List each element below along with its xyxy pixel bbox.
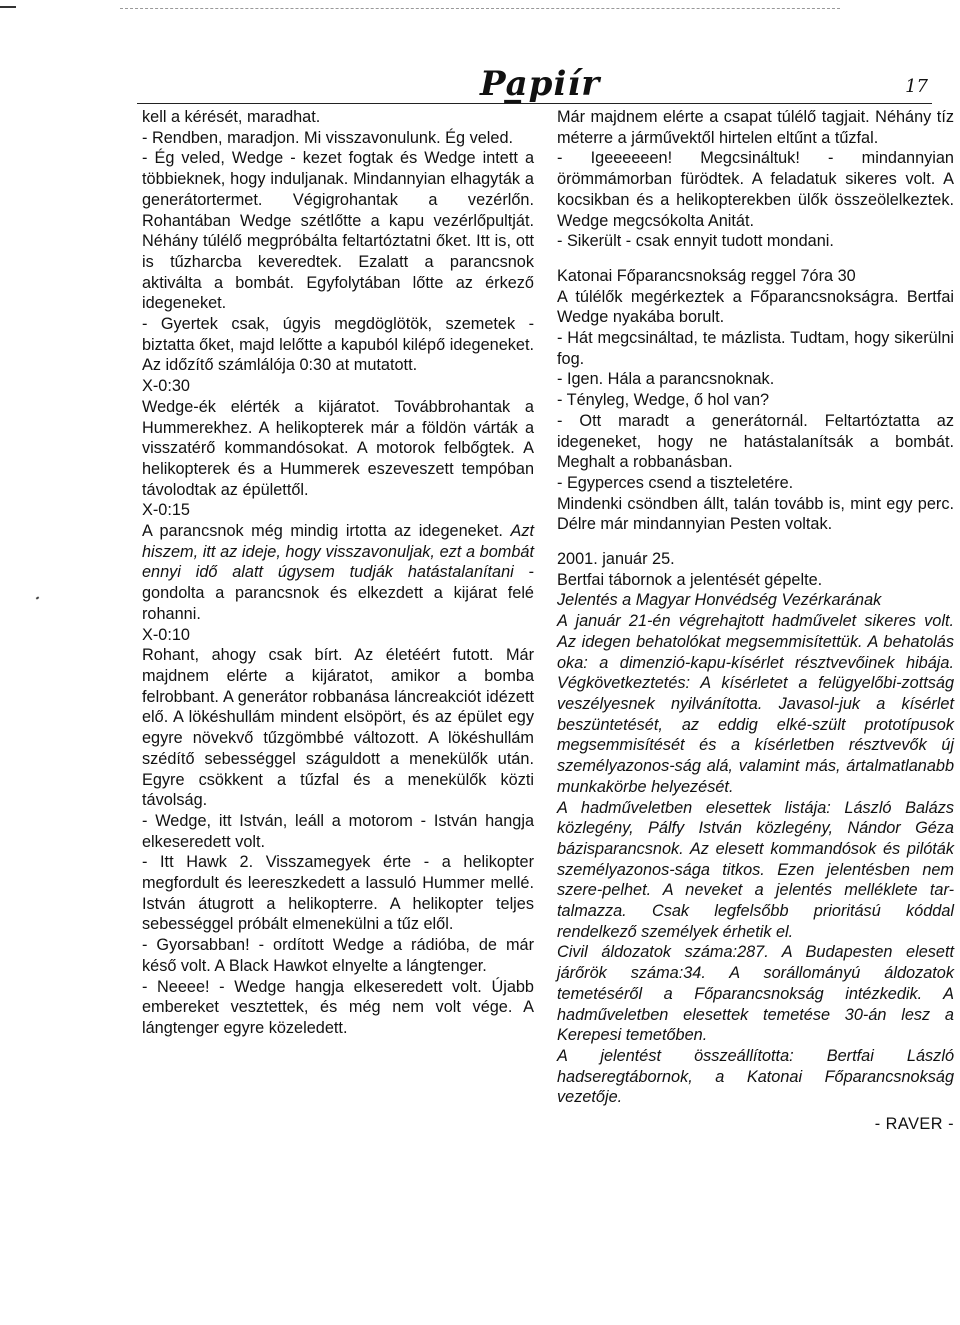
scan-speck — [36, 596, 40, 599]
author-signature: - RAVER - — [874, 1115, 954, 1134]
paragraph: - Igeeeeeen! Megcsináltuk! - mindannyian örömmámorban fürödtek. A feladatuk sikeres volt. A kocsikban és a helikopterekben ülők összeölelkeztek. Wedge megcsókolta Anitát. — [557, 149, 954, 230]
paragraph: - Ott maradt a generátornál. Feltartóztatta az idegeneket, hogy ne hatástalanítsák a bombát. Meghalt a robbanásban. — [557, 411, 954, 472]
report-paragraph: A hadműveletben elesettek listája: László Balázs közlegény, Pálfy István közlegény, Nándor Géza bázisparancsnok. Az elesett kommandósok és pilóták személyazonos-sága titkos. Ezen jelentésben nem szere-pelhet. A neveket a jelentés melléklete tar-talmazza. Csak legfelsőbb prioritású kóddal rendelkező személyek érhetik el. — [557, 798, 954, 941]
paragraph: Bertfai tábornok a jelentését gépelte. — [557, 570, 823, 589]
header-rule — [137, 103, 932, 104]
report-title: Jelentés a Magyar Honvédség Vezérkarának — [557, 591, 882, 610]
paragraph-mixed — [142, 521, 534, 625]
right-column — [557, 107, 954, 1135]
paragraph: - Rendben, maradjon. Mi visszavonulunk. Ég veled. — [142, 128, 514, 147]
paragraph: - Ég veled, Wedge - kezet fogtak és Wedge intett a többieknek, hogy induljanak. Mindannyian elhagyták a generátortermet. Végigrohantak a vezérlőn. Rohantában Wedge szétlőtte a kapu vezérlőpultját. Néhány túlélő megpróbálta feltartóztatni őket. Itt is, ott is tűzharcba keveredtek. Ezalatt a parancsnok aktiválta a bombát. Egyfolytában lőtte az érkező idegeneket. — [142, 149, 534, 313]
paragraph: kell a kérését, maradhat. — [142, 108, 321, 126]
paragraph: - Hát megcsináltad, te mázlista. Tudtam, hogy sikerülni fog. — [557, 329, 954, 368]
section-heading: Katonai Főparancsnokság reggel 7óra 30 — [557, 266, 856, 285]
countdown: X-0:10 — [142, 625, 190, 644]
paragraph: - Sikerült - csak ennyit tudott mondani. — [557, 232, 834, 251]
text-italic-thought: Azt hiszem, itt az ideje, hogy visszavonuljak, ezt a bombát ennyi idő alatt úgysem tudják hatástalanítani — [142, 522, 534, 582]
paragraph: A túlélők megérkeztek a Főparancsnokságra. Bertfai Wedge nyakába borult. — [557, 287, 954, 327]
paragraph: Wedge-ék elérték a kijáratot. Továbbrohantak a Hummerekhez. A helikopterek már a földön várták a visszatérő kommandósokat. A motorok felbőgtek. A helikopterek és a Hummerek eszeveszett tempóban távolodtak az épülettől. — [142, 397, 534, 499]
paragraph: - Igen. Hála a parancsnoknak. — [557, 370, 775, 389]
left-column — [142, 107, 534, 1039]
paragraph: - Gyertek csak, úgyis megdöglötök, szemetek - biztatta őket, majd lelőtte a kapuból kilépő idegeneket. Az időzítő számlálója 0:30 at mutatott. — [142, 315, 534, 375]
report-signoff: A jelentést összeállította: Bertfai László hadseregtábornok, a Katonai Főparancsnokság vezetője. — [557, 1046, 954, 1107]
report-paragraph: A január 21-én végrehajtott hadművelet sikeres volt. Az idegen behatolókat megsemmisítettük. A behatolás oka: a dimenzió-kapu-kísérlet résztvevőinek hibája. Végkövetkeztetés: A kísérletet a felügyelőbi-zottság veszélyesnek nyilvánította. Javasol-juk a kísérlet beszüntetését, az eddig elké-szült prototípusok megsemmisítését és a kísérletben résztvevők új személyazonos-ság alá, valamint más, ártalmatlanabb munkakörbe helyezését. — [557, 612, 954, 796]
paragraph: - Egyperces csend a tiszteletére. — [557, 473, 794, 492]
paragraph: Mindenki csöndben állt, talán tovább is, mint egy perc. Délre már mindannyian Pesten voltak. — [557, 494, 954, 534]
countdown: X-0:15 — [142, 501, 190, 520]
paragraph: Már majdnem elérte a csapat túlélő tagjait. Néhány tíz méterre a járművektől hirtelen eltűnt a tűzfal. — [557, 108, 954, 147]
masthead-logo: Pa̲piír — [480, 64, 601, 104]
text-normal: A parancsnok még mindig irtotta az idegeneket. — [142, 522, 511, 541]
paragraph: - Wedge, itt István, leáll a motorom - István hangja elkeseredett volt. — [142, 811, 534, 851]
text-normal: - gondolta a parancsnok és elkezdett a kijárat felé rohanni. — [142, 563, 534, 623]
corner-mark — [0, 6, 16, 8]
paragraph: - Tényleg, Wedge, ő hol van? — [557, 391, 770, 410]
report-paragraph: Civil áldozatok száma:287. A Budapesten elesett járőrök száma:34. A sorállományú áldozatok temetéséről a Főparancsnokság intézkedik. A hadműveletben elesettek temetése 30-án lesz a Kerepesi temetőben. — [557, 943, 954, 1045]
page-number: 17 — [905, 76, 928, 97]
countdown: X-0:30 — [142, 377, 190, 396]
top-dashed-rule — [120, 8, 840, 9]
paragraph: Rohant, ahogy csak bírt. Az életéért futott. Már majdnem elérte a kijáratot, amikor a bomba felrobbant. A generátor robbanása láncreakciót idézett elő. A lökéshullám mindent elsöpört, és az épület egy egyre növekvő tűzgömbbé változott. A lökéshullám szédítő sebességgel száguldott a menekülők után. Egyre csökkent a tűzfal és a menekülők közti távolság. — [142, 646, 534, 810]
paragraph: - Neeee! - Wedge hangja elkeseredett volt. Újabb embereket vesztettek, és még nem volt vége. A lángtenger egyre közeledett. — [142, 977, 534, 1037]
date-heading: 2001. január 25. — [557, 550, 675, 569]
paragraph: - Gyorsabban! - ordított Wedge a rádióba, de már késő volt. A Black Hawkot elnyelte a lángtenger. — [142, 936, 534, 975]
paragraph: - Itt Hawk 2. Visszamegyek érte - a helikopter megfordult és leereszkedett a lassuló Hummer mellé. István átugrott a helikopterre. A helikopter teljes sebességgel próbált elmenekülni a tűz elől. — [142, 853, 534, 934]
